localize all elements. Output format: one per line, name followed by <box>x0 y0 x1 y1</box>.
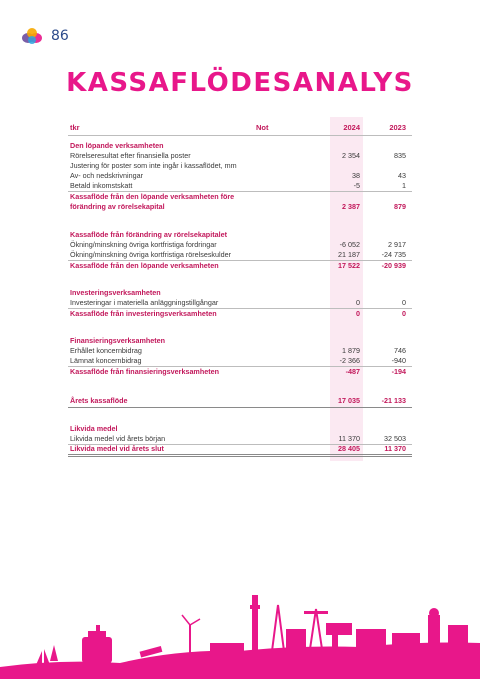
table-row: Justering för poster som inte ingår i kassaflödet, mm <box>70 161 237 170</box>
table-row: Av- och nedskrivningar 38 43 <box>70 171 406 180</box>
header-unit: tkr <box>70 123 80 132</box>
table-row: Betald inkomstskatt -5 1 <box>68 181 412 192</box>
section-heading: Likvida medel <box>70 424 118 433</box>
total-row: Likvida medel vid årets slut 28 405 11 370 <box>68 444 412 457</box>
table-row: Investeringar i materiella anläggningstillgångar 0 0 <box>68 298 412 309</box>
section-heading: Investeringsverksamheten <box>70 288 161 297</box>
subtotal-row: Kassaflöde från finansieringsverksamheten -487 -194 <box>70 367 406 376</box>
table-row: Likvida medel vid årets början 11 370 32 503 <box>68 434 412 445</box>
city-skyline-illustration <box>0 585 480 679</box>
table-header <box>68 121 412 136</box>
table-row: Lämnat koncernbidrag -2 366 -940 <box>68 356 412 367</box>
table-row: Rörelseresultat efter finansiella poster 2 354 835 <box>70 151 406 160</box>
page-number: 86 <box>51 28 69 44</box>
table-row: Erhållet koncernbidrag 1 879 746 <box>70 346 406 355</box>
section-heading: Kassaflöde från förändring av rörelsekapitalet <box>70 230 227 239</box>
header-year-2024: 2024 <box>343 123 360 132</box>
table-row: Ökning/minskning övriga kortfristiga fordringar -6 052 2 917 <box>70 240 406 249</box>
header-note: Not <box>256 123 269 132</box>
section-heading: Den löpande verksamheten <box>70 141 164 150</box>
company-logo <box>21 26 43 46</box>
subtotal-row: Kassaflöde från den löpande verksamheten 17 522 -20 939 <box>70 261 406 270</box>
page-title: KASSAFLÖDESANALYS <box>66 68 414 98</box>
subtotal-row: Kassaflöde från den löpande verksamheten före <box>70 192 235 201</box>
total-row: Årets kassaflöde 17 035 -21 133 <box>70 396 406 405</box>
header-year-2023: 2023 <box>389 123 406 132</box>
total-rule <box>68 407 412 408</box>
table-row: Ökning/minskning övriga kortfristiga rörelseskulder 21 187 -24 735 <box>68 250 412 261</box>
subtotal-row: Kassaflöde från investeringsverksamheten 0 0 <box>70 309 406 318</box>
section-heading: Finansieringsverksamheten <box>70 336 166 345</box>
subtotal-row: förändring av rörelsekapital 2 387 879 <box>70 202 406 211</box>
